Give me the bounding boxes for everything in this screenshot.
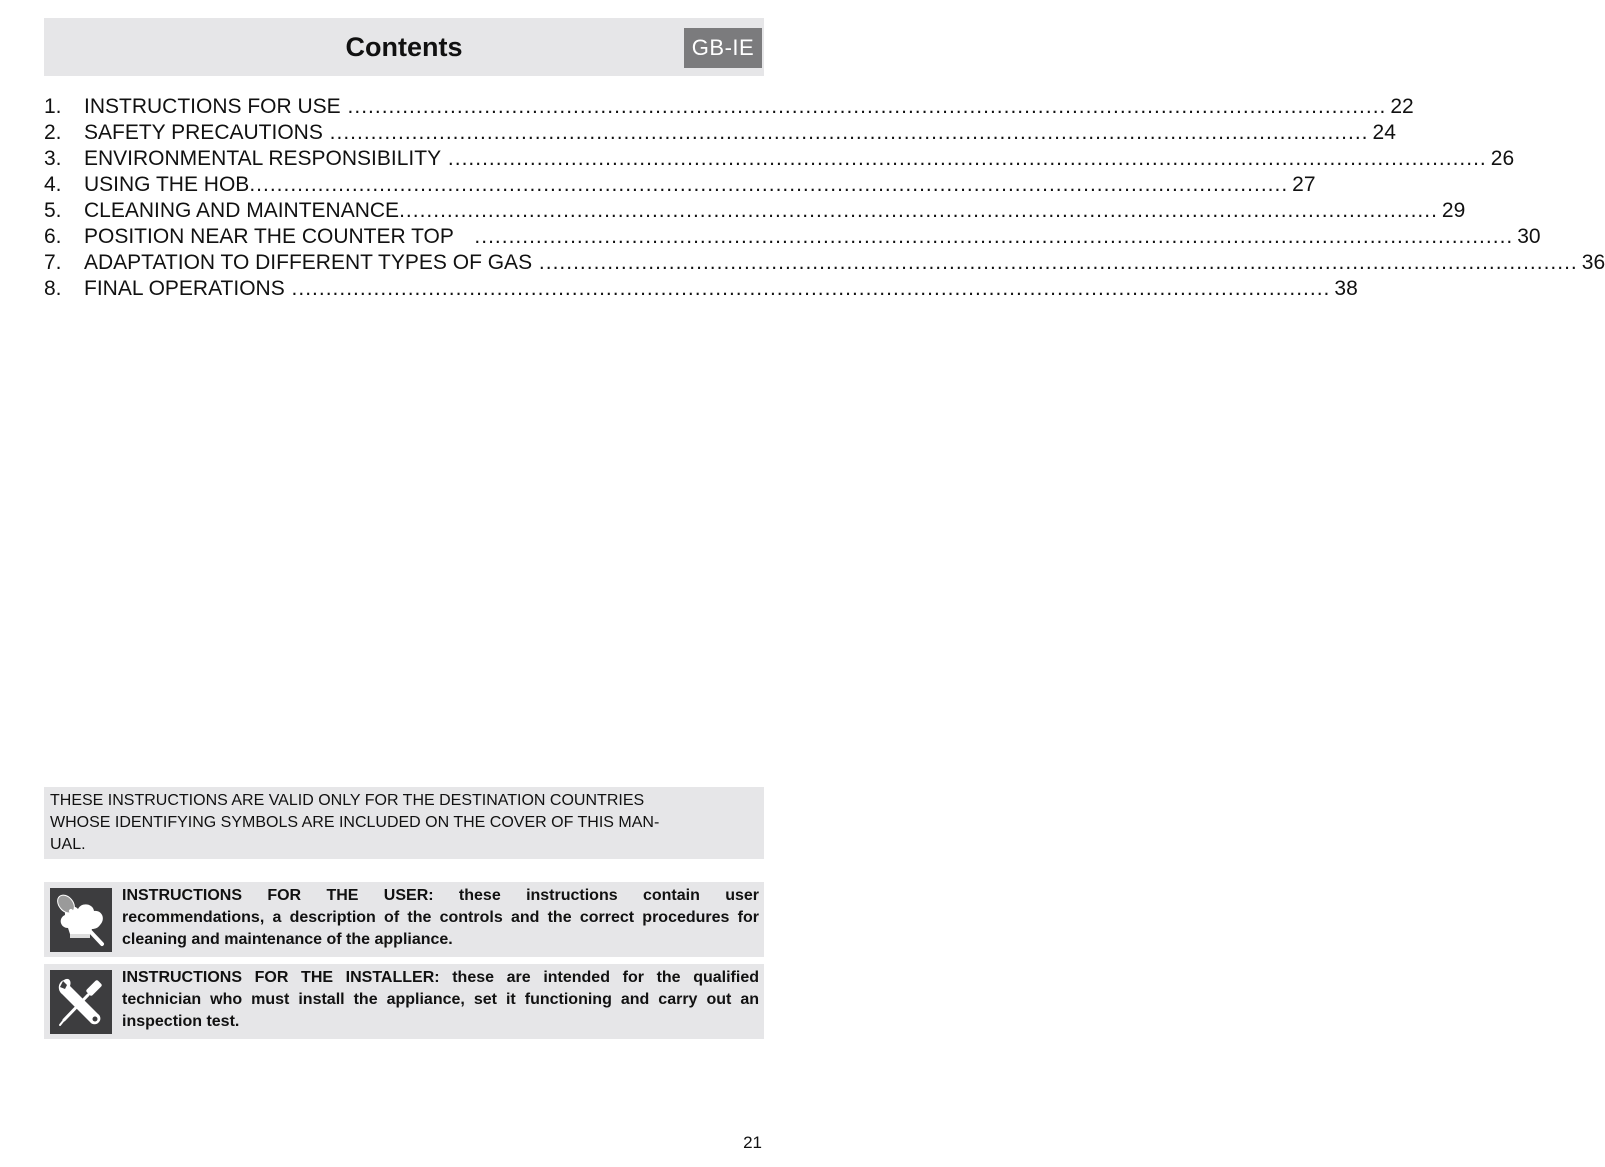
toc-entry-title: FINAL OPERATIONS (84, 277, 285, 300)
toc-entry-position-near-counter-top[interactable] (44, 224, 1541, 250)
table-of-contents (44, 94, 1605, 302)
validity-notice-line: THESE INSTRUCTIONS ARE VALID ONLY FOR THE DESTINATION COUNTRIES (50, 792, 645, 809)
toc-entry-number: 8. (44, 277, 62, 300)
validity-notice-line: UAL. (50, 836, 86, 853)
toc-dot-leader: ........................................................................................................................................................ (284, 277, 1331, 300)
toc-entry-title: ADAPTATION TO DIFFERENT TYPES OF GAS (84, 251, 533, 274)
toc-entry-title: ENVIRONMENTAL RESPONSIBILITY (84, 147, 442, 170)
user-instructions-text: INSTRUCTIONS FOR THE USER: these instructions contain user recommendations, a description of the controls and the correct procedures for cleaning and maintenance of the appliance. (122, 887, 759, 948)
toc-entry-title: SAFETY PRECAUTIONS (84, 121, 323, 144)
toc-dot-leader: ........................................................................................................................................................ (322, 121, 1369, 144)
toc-entry-title: CLEANING AND MAINTENANCE (84, 199, 400, 222)
page-title: Contents (345, 32, 463, 62)
user-instructions-box (44, 882, 764, 957)
toc-entry-safety-precautions[interactable] (44, 120, 1396, 146)
toc-entry-using-the-hob[interactable] (44, 172, 1316, 198)
validity-notice (44, 787, 764, 859)
toc-dot-leader: ........................................................................................................................................................ (441, 147, 1487, 170)
toc-entry-number: 3. (44, 147, 62, 170)
toc-dot-leader: ........................................................................................................................................................ (399, 199, 1438, 222)
toc-dot-leader: ........................................................................................................................................................ (532, 251, 1578, 274)
toc-dot-leader: ........................................................................................................................................................ (249, 173, 1289, 196)
toc-entry-final-operations[interactable] (44, 276, 1358, 302)
toc-entry-instructions-for-use[interactable] (44, 94, 1414, 120)
toc-entry-page: 27 (1292, 173, 1316, 196)
toc-entry-number: 2. (44, 121, 62, 144)
toc-entry-number: 6. (44, 225, 62, 248)
toc-entry-number: 5. (44, 199, 62, 222)
toc-entry-title: INSTRUCTIONS FOR USE (84, 95, 341, 118)
toc-entry-title: USING THE HOB (84, 173, 250, 196)
toc-entry-page: 24 (1372, 121, 1396, 144)
toc-entry-title: POSITION NEAR THE COUNTER TOP (84, 225, 454, 248)
toc-entry-page: 30 (1517, 225, 1541, 248)
wrench-screwdriver-icon (50, 970, 112, 1034)
validity-notice-line: WHOSE IDENTIFYING SYMBOLS ARE INCLUDED ON THE COVER OF THIS MAN- (50, 814, 660, 831)
toc-entry-page: 22 (1390, 95, 1414, 118)
toc-dot-leader: ........................................................................................................................................................ (453, 225, 1514, 248)
toc-entry-number: 1. (44, 95, 62, 118)
contents-header (44, 18, 764, 76)
toc-entry-page: 36 (1581, 251, 1605, 274)
toc-entry-page: 26 (1490, 147, 1515, 170)
toc-entry-page: 38 (1334, 277, 1358, 300)
toc-dot-leader: ........................................................................................................................................................ (340, 95, 1387, 118)
toc-entry-cleaning-and-maintenance[interactable] (44, 198, 1466, 224)
page-number: 21 (743, 1133, 762, 1152)
chef-hat-spoon-icon (50, 888, 112, 952)
installer-instructions-box (44, 964, 764, 1039)
toc-entry-number: 4. (44, 173, 62, 196)
toc-entry-adaptation-gas-types[interactable] (44, 250, 1605, 276)
toc-entry-page: 29 (1441, 199, 1466, 222)
installer-instructions-text: INSTRUCTIONS FOR THE INSTALLER: these are intended for the qualified technician who must install the appliance, set it functioning and carry out an inspection test. (122, 969, 759, 1030)
toc-entry-environmental-responsibility[interactable] (44, 146, 1515, 172)
toc-entry-number: 7. (44, 251, 62, 274)
language-badge: GB-IE (684, 28, 762, 68)
